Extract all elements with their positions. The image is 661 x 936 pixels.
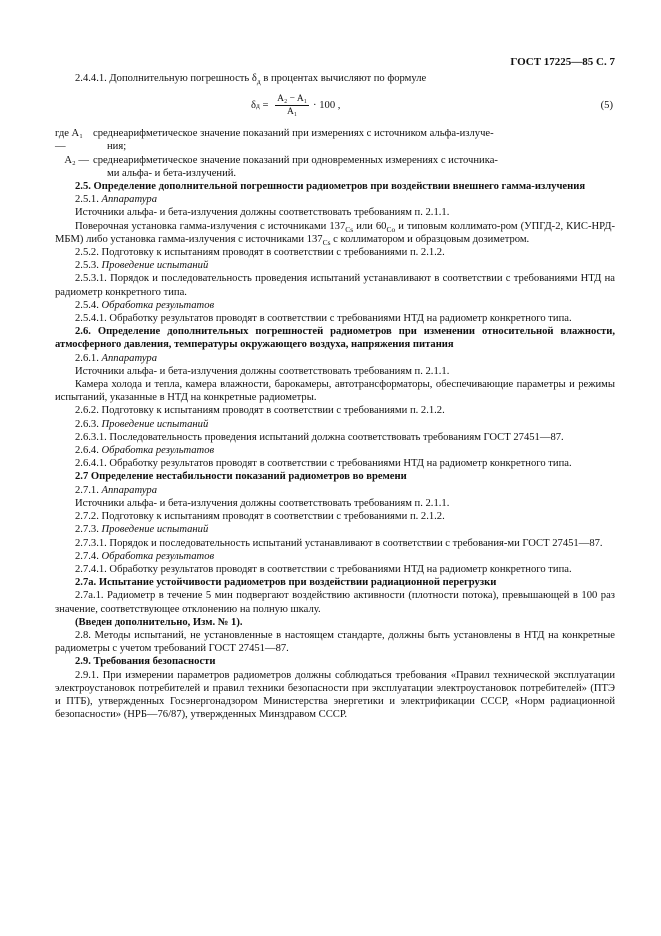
where-a1: где A₁ — среднеарифметическое значение показаний при измерениях с источником альфа-излуче- ния;: [55, 128, 494, 153]
paragraph-2-5-1-b: Поверочная установка гамма-излучения с источниками $137_{Cs}$ или $60_{Co}$ и типовым коллимато-ром (УПГД-2, КИС-НРД-МБМ) либо установка гамма-излучения с источниками $137_{Cs}$ с коллиматором и образцовым дозиметром.: [55, 220, 615, 247]
paragraph-2-6-1-a: Источники альфа- и бета-излучения должны соответствовать требованиям п. 2.1.1.: [75, 365, 450, 377]
paragraph-2-7-4-1: 2.7.4.1. Обработку результатов проводят в соответствии с требованиями НТД на радиометр конкретного типа.: [75, 563, 572, 575]
paragraph-2-6-4-1: 2.6.4.1. Обработку результатов проводят в соответствии с требованиями НТД на радиометр конкретного типа.: [75, 458, 572, 470]
section-2-7a-heading: 2.7а. Испытание устойчивости радиометров при воздействии радиационной перегрузки: [75, 577, 497, 589]
page-header: ГОСТ 17225—85 С. 7: [510, 56, 615, 68]
subsection-2-5-1: 2.5.1. Аппаратура: [75, 194, 157, 206]
subsection-2-6-4: 2.6.4. Обработка результатов: [75, 445, 215, 457]
paragraph-2-7-1-a: Источники альфа- и бета-излучения должны соответствовать требованиям п. 2.1.1.: [75, 497, 450, 509]
paragraph-2-7a-1: 2.7а.1. Радиометр в течение 5 мин подвергают воздействию активности (плотности потока), превышающей в 100 раз значение, соответствующее отклонению на полную шкалу.: [55, 590, 615, 615]
formula-number: (5): [600, 100, 613, 112]
paragraph-2-7-3-1: 2.7.3.1. Порядок и последовательность испытаний устанавливают в соответствии с требования-ми ГОСТ 27451—87.: [75, 537, 603, 549]
subsection-2-7-4: 2.7.4. Обработка результатов: [75, 550, 215, 562]
paragraph-2-4-4-1: 2.4.4.1. Дополнительную погрешность $\delta_д$ в процентах вычисляют по формуле: [75, 73, 427, 87]
subsection-2-6-3: 2.6.3. Проведение испытаний: [75, 418, 209, 430]
formula-expression: δ д = $\frac{\text{A₂ − A₁}}{\text{A₁}}$ · 100 ,: [251, 94, 341, 118]
subsection-2-5-3: 2.5.3. Проведение испытаний: [75, 260, 209, 272]
formula-fraction: $\frac{\text{A₂ − A₁}}{\text{A₁}}$: [277, 94, 308, 118]
where-a2: A₂ — среднеарифметическое значение показаний при одновременных измерениях с источника- ми альфа- и бета-излучений.: [64, 154, 498, 179]
subsection-2-6-1: 2.6.1. Аппаратура: [75, 352, 157, 364]
amendment-note: (Введен дополнительно, Изм. № 1).: [75, 616, 243, 628]
subsection-2-5-4: 2.5.4. Обработка результатов: [75, 299, 215, 311]
document-body: [55, 72, 615, 721]
paragraph-2-5-3-1: 2.5.3.1. Порядок и последовательность проведения испытаний устанавливают в соответствии с требованиями НТД на радиометр конкретного типа.: [55, 273, 615, 298]
paragraph-2-6-2: 2.6.2. Подготовку к испытаниям проводят в соответствии с требованиями п. 2.1.2.: [75, 405, 445, 417]
section-2-5-heading: 2.5. Определение дополнительной погрешности радиометров при воздействии внешнего гамма-излучения: [75, 181, 586, 193]
formula-5: [55, 89, 615, 123]
paragraph-2-6-1-b: Камера холода и тепла, камера влажности, барокамеры, автотрансформаторы, обеспечивающие параметры и режимы испытаний, указанные в НТД на конкретные радиометры.: [55, 379, 615, 404]
paragraph-2-7-2: 2.7.2. Подготовку к испытаниям проводят в соответствии с требованиями п. 2.1.2.: [75, 511, 445, 523]
section-2-7-heading: 2.7 Определение нестабильности показаний радиометров во времени: [75, 471, 407, 483]
subsection-2-7-3: 2.7.3. Проведение испытаний: [75, 524, 209, 536]
paragraph-2-9-1: 2.9.1. При измерении параметров радиометров должны соблюдаться требования «Правил технической эксплуатации электроустановок потребителей и правил техники безопасности при эксплуатации электроустановок потребителей» (ПТЭ и ПТБ), утвержденных Госэнергонадзором Министерства энергетики и электрификации СССР, «Норм радиационной безопасности» (НРБ—76/87), утвержденных Минздравом СССР.: [55, 669, 615, 721]
paragraph-2-6-3-1: 2.6.3.1. Последовательность проведения испытаний должна соответствовать требованиям ГОСТ 27451—87.: [75, 431, 564, 443]
paragraph-2-5-1-a: Источники альфа- и бета-излучения должны соответствовать требованиям п. 2.1.1.: [75, 207, 450, 219]
subsection-2-7-1: 2.7.1. Аппаратура: [75, 484, 157, 496]
section-2-6-heading: 2.6. Определение дополнительных погрешностей радиометров при изменении относительной влажности, атмосферного давления, температуры окружающего воздуха, напряжения питания: [55, 326, 615, 351]
paragraph-2-5-4-1: 2.5.4.1. Обработку результатов проводят в соответствии с требованиями НТД на радиометр конкретного типа.: [75, 313, 572, 325]
section-2-9-heading: 2.9. Требования безопасности: [75, 656, 216, 668]
paragraph-2-5-2: 2.5.2. Подготовку к испытаниям проводят в соответствии с требованиями п. 2.1.2.: [75, 247, 445, 259]
paragraph-2-8: 2.8. Методы испытаний, не установленные в настоящем стандарте, должны быть установлены в НТД на конкретные радиометры с учетом требований ГОСТ 27451—87.: [55, 629, 615, 655]
